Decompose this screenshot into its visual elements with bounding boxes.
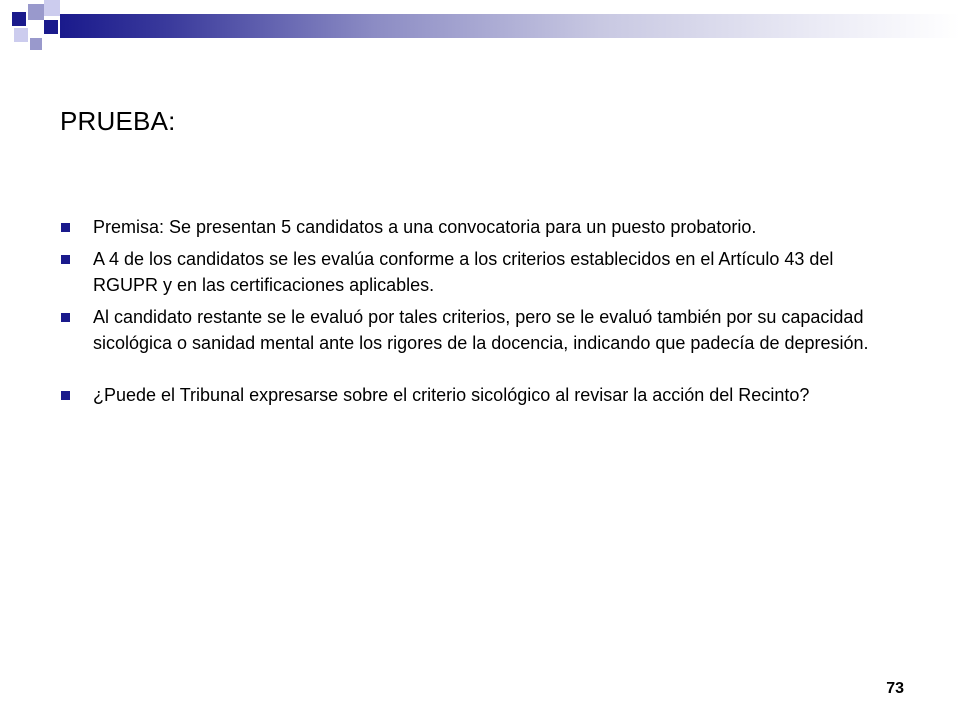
header-square-light-2	[30, 38, 42, 50]
page-number: 73	[886, 680, 904, 697]
bullet-text: Premisa: Se presentan 5 candidatos a una convocatoria para un puesto probatorio.	[93, 217, 757, 237]
bullet-text: ¿Puede el Tribunal expresarse sobre el criterio sicológico al revisar la acción del Recinto?	[93, 385, 810, 405]
header-square-pale	[44, 0, 60, 16]
square-bullet-icon	[61, 391, 70, 400]
bullet-list	[60, 214, 900, 414]
header-square-dark	[12, 12, 26, 26]
header-square-dark-2	[44, 20, 58, 34]
header-square-pale-2	[14, 28, 28, 42]
square-bullet-icon	[61, 313, 70, 322]
square-bullet-icon	[61, 223, 70, 232]
bullet-item	[60, 304, 900, 356]
header-square-light	[28, 4, 44, 20]
bullet-text: A 4 de los candidatos se les evalúa conforme a los criterios establecidos en el Artículo 43 del RGUPR y en las certificaciones aplicables.	[93, 249, 834, 295]
bullet-item	[60, 214, 900, 240]
bullet-item	[60, 246, 900, 298]
square-bullet-icon	[61, 255, 70, 264]
bullet-text: Al candidato restante se le evaluó por tales criterios, pero se le evaluó también por su capacidad sicológica o sanidad mental ante los rigores de la docencia, indicando que padecía de depresión.	[93, 307, 869, 353]
header-gradient-bar	[60, 14, 960, 38]
slide-title: PRUEBA:	[60, 106, 176, 136]
bullet-item	[60, 382, 900, 408]
